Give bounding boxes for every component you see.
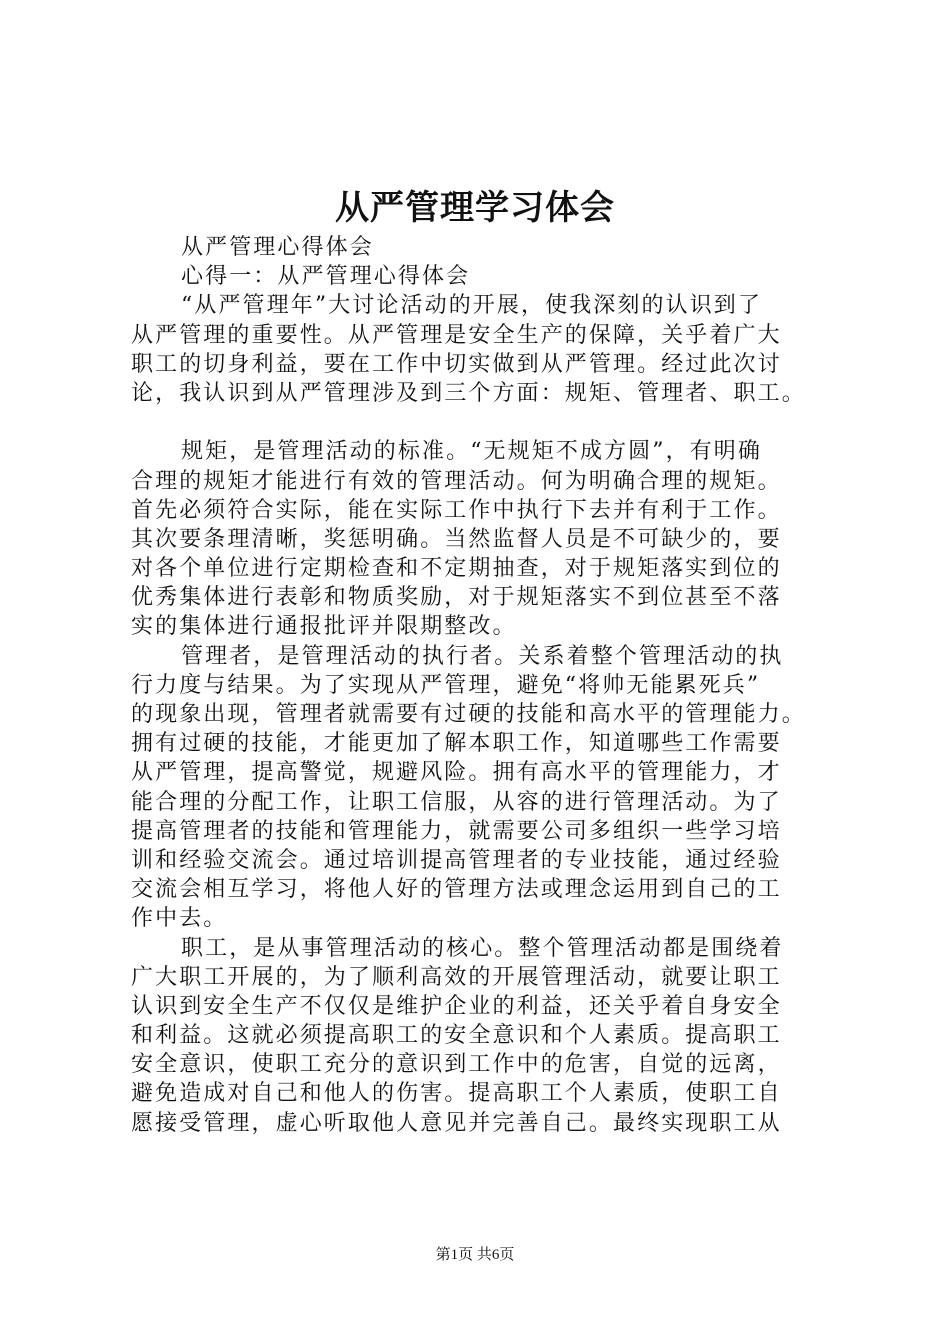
- body-line: 从严管理的重要性。从严管理是安全生产的保障，关乎着广大: [131, 322, 782, 348]
- body-line: 其次要条理清晰，奖惩明确。当然监督人员是不可缺少的，要: [131, 526, 782, 552]
- body-line: 优秀集体进行表彰和物质奖励，对于规矩落实不到位甚至不落: [131, 585, 782, 611]
- body-line: 合理的规矩才能进行有效的管理活动。何为明确合理的规矩。: [131, 468, 782, 494]
- body-line: “从严管理年”大讨论活动的开展，使我深刻的认识到了: [181, 293, 762, 319]
- body-line: 首先必须符合实际，能在实际工作中执行下去并有利于工作。: [131, 497, 782, 523]
- body-line: 对各个单位进行定期检查和不定期抽查，对于规矩落实到位的: [131, 556, 782, 582]
- body-line: 安全意识，使职工充分的意识到工作中的危害，自觉的远离，: [131, 1052, 782, 1078]
- body-line: 心得一：从严管理心得体会: [181, 264, 471, 290]
- body-line: 愿接受管理，虚心听取他人意见并完善自己。最终实现职工从: [131, 1110, 782, 1136]
- body-line: 的现象出现，管理者就需要有过硬的技能和高水平的管理能力。: [131, 702, 806, 727]
- body-line: 论，我认识到从严管理涉及到三个方面：规矩、管理者、职工。: [131, 380, 806, 406]
- body-line: 从严管理，提高警觉，规避风险。拥有高水平的管理能力，才: [131, 760, 782, 786]
- body-line: 职工的切身利益，要在工作中切实做到从严管理。经过此次讨: [131, 351, 782, 377]
- body-line: 和利益。这就必须提高职工的安全意识和个人素质。提高职工: [131, 1023, 782, 1049]
- body-line: 广大职工开展的，为了顺利高效的开展管理活动，就要让职工: [131, 964, 782, 990]
- body-line: 拥有过硬的技能，才能更加了解本职工作，知道哪些工作需要: [131, 731, 782, 757]
- body-line: 认识到安全生产不仅仅是维护企业的利益，还关乎着自身安全: [131, 993, 782, 1019]
- body-line: 能合理的分配工作，让职工信服，从容的进行管理活动。为了: [131, 789, 782, 815]
- blank-line: [131, 408, 831, 437]
- body-line: 提高管理者的技能和管理能力，就需要公司多组织一些学习培: [131, 818, 782, 844]
- body-line: 作中去。: [131, 906, 228, 932]
- document-title: 从严管理学习体会: [335, 188, 615, 228]
- body-line: 从严管理心得体会: [181, 235, 374, 260]
- body-line: 交流会相互学习，将他人好的管理方法或理念运用到自己的工: [131, 877, 782, 903]
- document-body: [131, 233, 831, 1138]
- body-line: 避免造成对自己和他人的伤害。提高职工个人素质，使职工自: [131, 1081, 782, 1107]
- body-line: 训和经验交流会。通过培训提高管理者的专业技能，通过经验: [131, 847, 782, 873]
- body-line: 规矩，是管理活动的标准。“无规矩不成方圆”，有明确: [181, 439, 762, 465]
- body-line: 实的集体进行通报批评并限期整改。: [131, 614, 517, 640]
- body-line: 职工，是从事管理活动的核心。整个管理活动都是围绕着: [181, 935, 784, 961]
- page-footer: 第1页 共6页: [435, 1247, 515, 1263]
- body-line: 管理者，是管理活动的执行者。关系着整个管理活动的执: [181, 643, 784, 669]
- body-line: 行力度与结果。为了实现从严管理，避免“将帅无能累死兵”: [131, 672, 761, 698]
